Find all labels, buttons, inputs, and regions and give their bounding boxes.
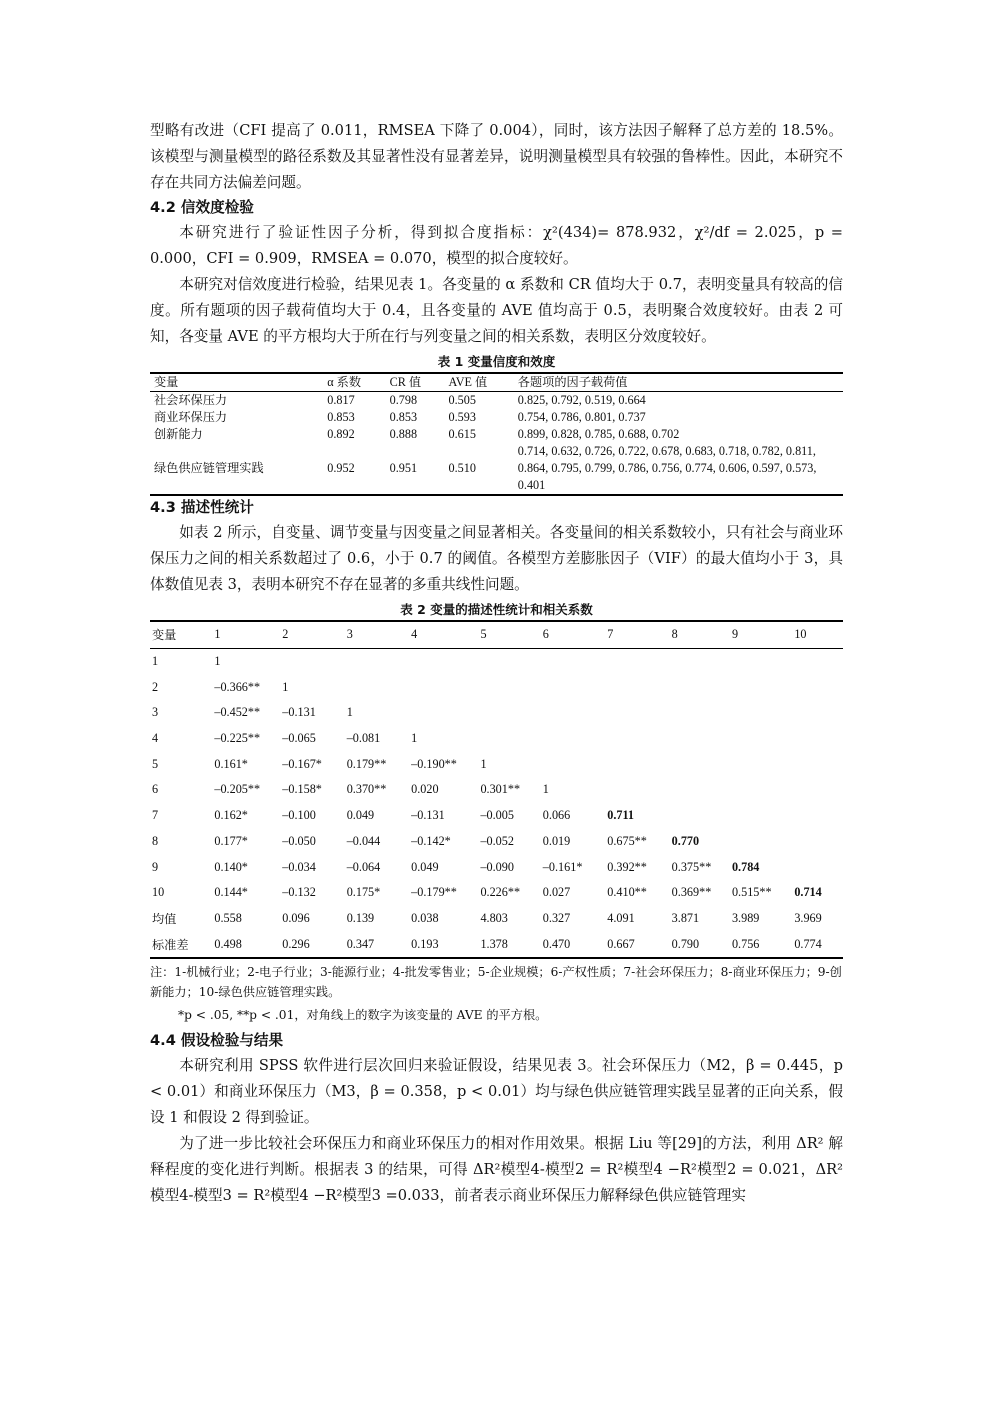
table1-cell: 创新能力 [154,427,203,441]
table2-row [150,648,843,674]
table2-cell [730,648,792,674]
table2-cell [605,674,669,700]
table2-cell: –0.065 [282,731,316,746]
table1-row [150,392,843,410]
paragraph-hypothesis: 本研究利用 SPSS 软件进行层次回归来验证假设，结果见表 3。社会环保压力（M2，β = 0.445，p < 0.01）和商业环保压力（M3，β = 0.358，p < 0.01）均与绿色供应链管理实践呈显著的正向关系，假设 1 和假设 2 得到验证。 [150,1056,843,1126]
table2-cell [478,700,540,726]
table2-cell [280,648,344,674]
table2-cell: 均值 [152,911,177,926]
table2-cell: 0.756 [730,931,792,958]
table1-cell: 0.615 [448,427,476,441]
table2-cell [730,829,792,855]
table2-cell: 标准差 [150,931,212,958]
table1-cell: 0.853 [327,410,355,424]
table2-header: 6 [541,621,605,648]
table2-cell [792,803,843,829]
table2-cell: –0.090 [480,859,514,874]
table1-cell: 0.714, 0.632, 0.726, 0.722, 0.678, 0.683, 0.718, 0.782, 0.811, 0.864, 0.795, 0.799, 0.786, 0.756, 0.774, 0.606, 0.597, 0.573, 0.401 [514,443,843,495]
table2-header: 3 [345,621,409,648]
paragraph-comparison: 为了进一步比较社会环保压力和商业环保压力的相对作用效果。根据 Liu 等[29]的方法，利用 ΔR² 解释程度的变化进行判断。根据表 3 的结果，可得 ΔR²模型4-模型2 = R²模型4 −R²模型2 = 0.021，ΔR²模型4-模型3 = R²模型4 −R²模型3 =0.033，前者表示商业环保压力解释绿色供应链管理实 [150,1134,843,1204]
table2-cell: 7 [152,808,159,823]
table2-cell: 0.027 [542,885,571,900]
table1-cell: 0.817 [327,393,355,407]
table2-cell: 0.327 [542,910,571,925]
table2-cell [792,648,843,674]
table2-cell: 0.784 [731,859,760,874]
table2-note-2: *p < .05, **p < .01，对角线上的数字为该变量的 AVE 的平方根。 [178,1007,548,1022]
table2-cell [792,700,843,726]
table2-cell: 0.049 [411,859,439,874]
table2-cell: –0.034 [282,859,316,874]
table2-row [150,751,843,777]
table2-cell: 1.378 [478,931,540,958]
table2-header: 9 [730,621,792,648]
table2-cell: 0.144* [214,885,248,900]
table1-row [150,426,843,443]
table2-cell: 0.470 [541,931,605,958]
table2-cell [605,751,669,777]
table2-cell: 0.226** [480,885,521,900]
table1-header: 变量 [150,373,323,392]
table2-cell [478,648,540,674]
paragraph-cfa: 本研究进行了验证性因子分析，得到拟合度指标：χ²(434)= 878.932，χ²/df = 2.025，p = 0.000，CFI = 0.909，RMSEA = 0.070，模型的拟合度较好。 [150,224,843,267]
table2-header: 8 [670,621,730,648]
table2-cell: 0.049 [346,808,375,823]
paragraph-descriptive: 如表 2 所示，自变量、调节变量与因变量之间显著相关。各变量间的相关系数较小，只有社会与商业环保压力之间的相关系数超过了 0.6，小于 0.7 的阈值。各模型方差膨胀因子（VIF）的最大值均小于 3，具体数值见表 3，表明本研究不存在显著的多重共线性问题。 [150,524,843,593]
table2-cell: 0.096 [282,910,310,925]
table2-cell [605,726,669,752]
table2-cell: –0.081 [346,731,381,746]
section-heading-4-4: 4.4 假设检验与结果 [150,1031,284,1049]
table2-cell [478,674,540,700]
table1-cell: 0.798 [389,393,418,407]
table2-cell: 0.774 [792,931,843,958]
table2-cell: 0.139 [346,910,375,925]
table2-cell [730,700,792,726]
table2-cell: 2 [152,679,159,694]
paragraph-reliability: 本研究对信效度进行检验，结果见表 1。各变量的 α 系数和 CR 值均大于 0.7，表明变量具有较高的信度。所有题项的因子载荷值均大于 0.4，且各变量的 AVE 值均高于 0.5，表明聚合效度较好。由表 2 可知，各变量 AVE 的平方根均大于所在行与列变量之间的相关系数，表明区分效度较好。 [150,276,843,345]
table2-cell [792,777,843,803]
table2-cell [792,829,843,855]
table2-header: 7 [605,621,669,648]
table2-header: 变量 [150,621,212,648]
table1-cell: 0.825, 0.792, 0.519, 0.664 [517,393,646,407]
table2-cell: 6 [152,782,159,797]
table1-row [150,443,843,495]
table2-cell [605,777,669,803]
table2-header: 10 [792,621,843,648]
table2-row [150,854,843,880]
table2-cell: 1 [346,705,353,720]
table1-header: α 系数 [323,373,385,392]
table2-cell [541,751,605,777]
table1-cell: 0.892 [327,427,355,441]
table2-cell [792,751,843,777]
table2-cell [541,648,605,674]
table1-header: CR 值 [386,373,445,392]
table2-cell: 0.410** [607,885,647,900]
table2-cell [670,648,730,674]
table2-cell [792,674,843,700]
table2-cell [409,674,478,700]
table2-cell: –0.050 [282,833,316,848]
table2-cell: 0.770 [671,833,700,848]
table1-header: 各题项的因子载荷值 [514,373,843,392]
table2-cell: 0.347 [345,931,409,958]
table2-note-1: 注：1-机械行业；2-电子行业；3-能源行业；4-批发零售业；5-企业规模；6-产权性质；7-社会环保压力；8-商业环保压力；9-创新能力；10-绿色供应链管理实践。 [150,964,842,999]
table2-cell [478,726,540,752]
table1-header-row [150,373,843,392]
table2-cell: 3.871 [671,910,700,925]
table2-cell: 0.558 [214,910,242,925]
table2-cell [792,854,843,880]
table1-cell: 0.951 [386,443,445,495]
table2-cell: 0.498 [212,931,280,958]
table2-row [150,880,843,906]
table2-header: 1 [212,621,280,648]
table2-cell: 0.177* [214,833,248,848]
table2-cell: 0.375** [671,859,712,874]
table2-cell [541,700,605,726]
table2-cell: –0.131 [411,808,445,823]
table1-cell: 绿色供应链管理实践 [150,443,323,495]
table2-cell [541,674,605,700]
table2-cell: 0.179** [346,756,387,771]
table1-cell: 0.952 [323,443,385,495]
table2-cell: 0.301** [480,782,521,797]
table2-cell: –0.044 [346,833,381,848]
table2-cell: 0.161* [214,756,248,771]
table1-cell: 商业环保压力 [154,410,228,424]
table2-row [150,803,843,829]
section-heading-4-3: 4.3 描述性统计 [150,499,254,516]
table2-cell: –0.452** [214,705,261,720]
table2-cell: 1 [214,654,221,669]
table2-cell [605,648,669,674]
table2-cell: 0.296 [280,931,344,958]
table2-cell: –0.132 [282,885,316,900]
table2-cell: –0.366** [214,679,261,694]
table2-row [150,931,843,958]
table1-cell: 0.505 [448,393,476,407]
table2-cell: 1 [152,654,159,669]
table2-cell: 0.140* [214,859,248,874]
table2-cell: 4 [152,731,159,746]
section-heading-4-2: 4.2 信效度检验 [150,199,254,216]
table2-cell: 0.790 [670,931,730,958]
table2-cell: –0.225** [214,731,261,746]
table2-cell [730,803,792,829]
table2-cell: 0.162* [214,808,248,823]
table2-cell: 5 [152,756,159,771]
table1-caption: 表 1 变量信度和效度 [437,354,556,369]
table2-cell [730,726,792,752]
table2-cell: –0.064 [346,859,381,874]
table2-caption: 表 2 变量的描述性统计和相关系数 [400,602,593,617]
table2-cell: 1 [480,756,487,771]
table2-cell [670,751,730,777]
table2-cell: 0.369** [671,885,712,900]
table2-cell: 0.019 [542,833,571,848]
table2-cell: –0.158* [282,782,322,797]
table2-cell: 4.091 [607,910,635,925]
table2-header: 5 [478,621,540,648]
table2-cell: 0.714 [794,885,822,900]
table2-cell: 0.515** [731,885,772,900]
table2-cell: –0.131 [282,705,316,720]
table2-cell: 3.969 [794,910,822,925]
table2-cell: –0.167* [282,756,322,771]
table2-cell: –0.005 [480,808,514,823]
table2-cell: 4.803 [480,910,508,925]
table2-cell: –0.179** [411,885,457,900]
table2-cell: 10 [152,885,165,900]
table1-cell: 0.853 [389,410,418,424]
table2-row [150,777,843,803]
table1-row [150,409,843,426]
table2-cell [792,726,843,752]
table2-cell: 1 [411,731,418,746]
table2-cell: 0.020 [411,782,439,797]
table2-cell [670,803,730,829]
table2-cell: 0.370** [346,782,387,797]
table1 [150,372,843,496]
table2-cell [605,700,669,726]
table2-cell [670,674,730,700]
paper-page [150,118,843,1209]
table2-cell: 0.392** [607,859,647,874]
table2-cell: 1 [542,782,549,797]
table2-cell [541,726,605,752]
table2-cell: 0.038 [411,910,439,925]
table2-cell: 0.675** [607,833,647,848]
table2-header: 2 [280,621,344,648]
table2-cell: –0.205** [214,782,261,797]
table2-row [150,726,843,752]
table2-cell [409,648,478,674]
table2-cell [670,700,730,726]
table1-cell: 社会环保压力 [154,393,228,407]
table2-cell [730,674,792,700]
table2-row [150,700,843,726]
table2-cell: –0.052 [480,833,514,848]
table2-cell: 3 [152,705,159,720]
table2-header: 4 [409,621,478,648]
table1-cell: 0.888 [389,427,418,441]
table2-cell [730,751,792,777]
paragraph-intro: 型略有改进（CFI 提高了 0.011，RMSEA 下降了 0.004），同时，该方法因子解释了总方差的 18.5%。该模型与测量模型的路径系数及其显著性没有显著差异，说明测量模型具有较强的鲁棒性。因此，本研究不存在共同方法偏差问题。 [150,122,843,191]
table2-cell [670,777,730,803]
table2-cell [345,674,409,700]
table2-header-row [150,621,843,648]
table2 [150,620,843,959]
table2-cell [730,777,792,803]
table2-cell: –0.100 [282,808,316,823]
table2-cell: 0.711 [607,808,634,823]
table2-cell: –0.161* [542,859,583,874]
table2-cell: 9 [152,859,159,874]
table1-cell: 0.899, 0.828, 0.785, 0.688, 0.702 [517,427,680,441]
table1-cell: 0.754, 0.786, 0.801, 0.737 [517,410,646,424]
table2-cell: 0.193 [409,931,478,958]
table2-row [150,906,843,932]
table2-cell [670,726,730,752]
table2-row [150,829,843,855]
table2-cell [409,700,478,726]
table2-cell: 8 [152,833,159,848]
table1-cell: 0.593 [448,410,476,424]
table2-cell: 1 [282,679,289,694]
table2-cell: 3.989 [731,910,760,925]
table2-cell: 0.667 [605,931,669,958]
table2-cell: 0.175* [346,885,381,900]
table2-cell: 0.066 [542,808,571,823]
table2-row [150,674,843,700]
table1-cell: 0.510 [445,443,514,495]
table2-cell [345,648,409,674]
table2-cell: –0.142* [411,833,451,848]
table2-cell: –0.190** [411,756,457,771]
table1-header: AVE 值 [445,373,514,392]
